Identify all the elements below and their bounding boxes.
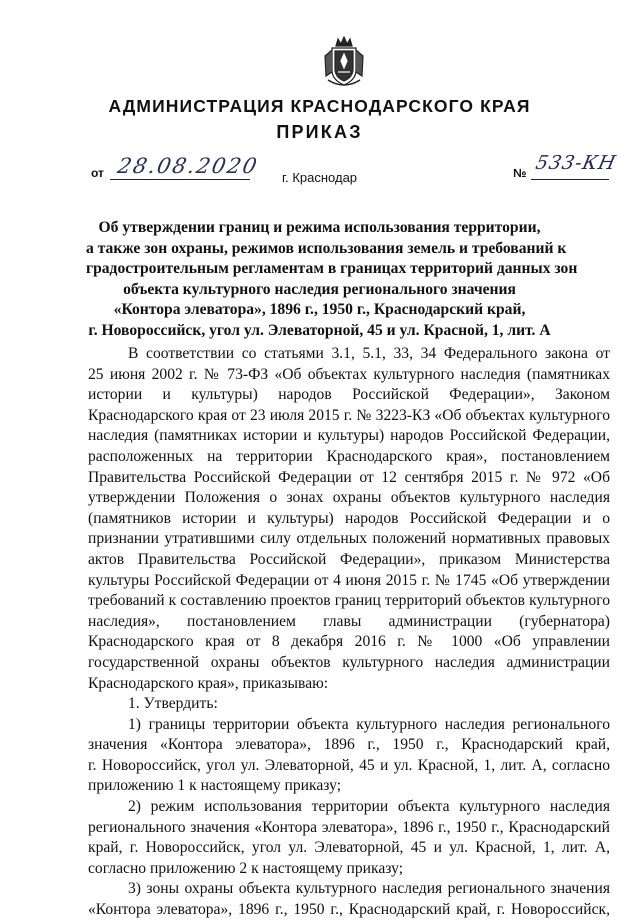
body-line: наследия», постановлением главы администрации (губернатора) <box>88 612 610 630</box>
body-line: край, г. Новороссийск, угол ул. Элеваторной, 45 и ул. Красной, 1, лит. А, <box>88 839 610 857</box>
body-line: культуры Российской Федерации от 4 июня 2015 г. № 1745 «Об утверждении <box>88 571 610 589</box>
body-line: г. Новороссийск, угол ул. Элеваторной, 45 и ул. Красной, 1, лит. А, согласно <box>88 756 610 774</box>
body-line: наследия (памятниках истории и культуры) народов Российской Федерации, <box>88 427 610 445</box>
body-line: 1) границы территории объекта культурного наследия регионального <box>128 715 610 733</box>
title-line: г. Новороссийск, угол ул. Элеваторной, 45 и ул. Красной, 1, лит. А <box>88 321 551 339</box>
city-name: г. Краснодар <box>281 170 358 185</box>
order-title <box>86 218 578 341</box>
body-line: приложению 1 к настоящему приказу; <box>88 777 342 795</box>
body-line: Краснодарского края от 8 декабря 2016 г. № 1000 «Об управлении <box>88 633 610 651</box>
title-line: «Контора элеватора», 1896 г., 1950 г., Краснодарский край, <box>113 301 526 318</box>
date-handwritten: 28.08.2020 <box>115 154 261 178</box>
body-line: значения «Контора элеватора», 1896 г., 1950 г., Краснодарский край, <box>88 736 610 754</box>
body-line: утверждении Положения о зонах охраны объектов культурного наследия <box>88 489 610 507</box>
body-line: 3) зоны охраны объекта культурного наследия регионального значения <box>128 880 610 898</box>
body-line: истории и культуры) народов Российской Федерации», Законом <box>88 386 610 404</box>
body-line: В соответствии со статьями 3.1, 5.1, 33, 34 Федерального закона от <box>128 345 610 362</box>
date-label: от <box>91 166 104 180</box>
body-line: расположенных на территории Краснодарского края», постановлением <box>88 447 610 465</box>
body-line: актов Правительства Российской Федерации», приказом Министерства <box>88 550 610 568</box>
order-body <box>88 344 610 921</box>
body-line: признании утратившими силу отдельных положений нормативных правовых <box>88 530 610 548</box>
number-handwritten: 533-КН <box>533 152 619 174</box>
body-line: 1. Утвердить: <box>128 695 218 713</box>
body-line: 2) режим использования территории объекта культурного наследия <box>128 798 610 816</box>
organization-name: АДМИНИСТРАЦИЯ КРАСНОДАРСКОГО КРАЯ <box>108 96 531 116</box>
body-line: Краснодарского края», приказываю: <box>88 674 329 692</box>
title-line: а также зон охраны, режимов использования земель и требований к <box>86 239 567 257</box>
body-line: (памятников истории и культуры) народов Российской Федерации и о <box>88 509 610 527</box>
body-line: требований к составлению проектов границ территорий объектов культурного <box>88 592 610 610</box>
body-line: «Контора элеватора», 1896 г., 1950 г., Краснодарский край, г. Новороссийск, <box>88 901 610 919</box>
body-line: Правительства Российской Федерации от 12 сентября 2015 г. № 972 «Об <box>88 468 610 486</box>
body-line: 25 июня 2002 г. № 73-ФЗ «Об объектах культурного наследия (памятниках <box>88 365 610 383</box>
body-line: государственной охраны объектов культурного наследия администрации <box>88 653 610 671</box>
krasnodar-coat-of-arms-icon <box>322 36 366 90</box>
number-label: № <box>513 166 527 180</box>
title-line: градостроительным регламентам в границах территорий данных зон <box>86 260 578 277</box>
body-line: согласно приложению 2 к настоящему приказу; <box>88 859 404 877</box>
body-line: регионального значения «Контора элеватора», 1896 г., 1950 г., Краснодарский <box>88 818 610 836</box>
document-type: ПРИКАЗ <box>276 122 363 142</box>
title-line: Об утверждении границ и режима использования территории, <box>98 219 541 236</box>
title-line: объекта культурного наследия регионального значения <box>123 280 516 298</box>
body-line: Краснодарского края от 23 июля 2015 г. № 3223-КЗ «Об объектах культурного <box>88 406 610 424</box>
